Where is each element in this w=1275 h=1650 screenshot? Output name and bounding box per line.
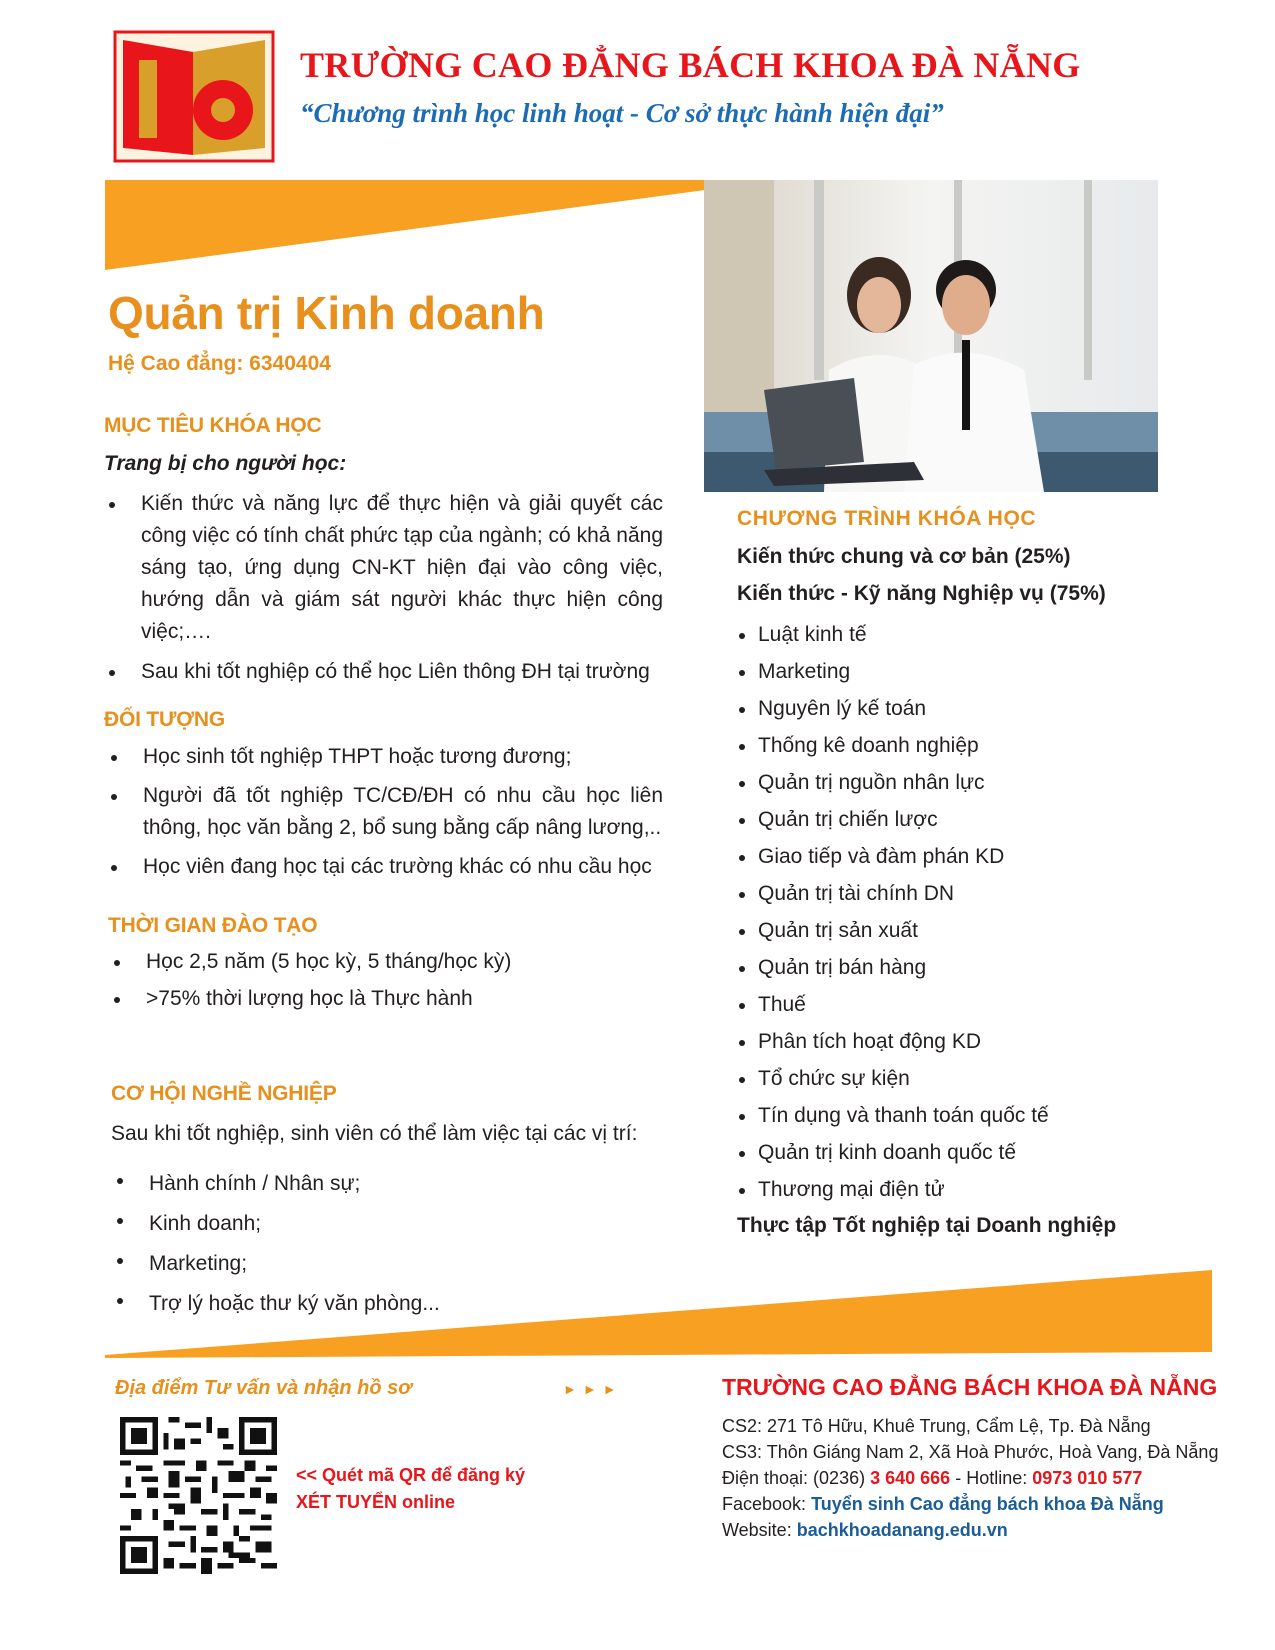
list-item: >75% thời lượng học là Thực hành	[146, 983, 666, 1015]
contact-website	[722, 1520, 1008, 1541]
career-intro: Sau khi tốt nghiệp, sinh viên có thể làm việc tại các vị trí:	[111, 1122, 638, 1145]
students-laptop-photo	[704, 180, 1158, 492]
address-cs2: CS2: 271 Tô Hữu, Khuê Trung, Cẩm Lệ, Tp. Đà Nẵng	[722, 1416, 1151, 1436]
facebook-link[interactable]: Tuyển sinh Cao đẳng bách khoa Đà Nẵng	[811, 1494, 1164, 1514]
list-item: Tổ chức sự kiện	[758, 1060, 1049, 1097]
course-title: Quản trị Kinh doanh	[108, 287, 545, 339]
qr-code-icon[interactable]	[120, 1417, 277, 1574]
list-item: Phân tích hoạt động KD	[758, 1023, 1049, 1060]
program-general: Kiến thức chung và cơ bản (25%)	[737, 545, 1071, 568]
audience-heading: ĐỐI TƯỢNG	[104, 708, 226, 731]
website-link[interactable]: bachkhoadanang.edu.vn	[796, 1520, 1008, 1540]
consult-heading: Địa điểm Tư vấn và nhận hồ sơ	[115, 1377, 412, 1399]
subject-list	[758, 616, 1049, 1208]
list-item: Thống kê doanh nghiệp	[758, 727, 1049, 764]
objectives-heading: MỤC TIÊU KHÓA HỌC	[104, 414, 322, 437]
list-item: Sau khi tốt nghiệp có thể học Liên thông ĐH tại trường	[141, 656, 663, 688]
website-label: Website:	[722, 1520, 792, 1540]
facebook-label: Facebook:	[722, 1494, 807, 1514]
hotline-number[interactable]: 0973 010 577	[1032, 1468, 1143, 1488]
address-cs3: CS3: Thôn Giáng Nam 2, Xã Hoà Phước, Hoà Vang, Đà Nẵng	[722, 1442, 1219, 1462]
list-item: Quản trị chiến lược	[758, 801, 1049, 838]
slogan: “Chương trình học linh hoạt - Cơ sở thực hành hiện đại”	[300, 98, 944, 128]
objectives-subheading: Trang bị cho người học:	[104, 452, 347, 475]
list-item: Tín dụng và thanh toán quốc tế	[758, 1097, 1049, 1134]
list-item: Giao tiếp và đàm phán KD	[758, 838, 1049, 875]
phone-label: Điện thoại: (0236)	[722, 1468, 866, 1488]
school-logo-icon	[113, 30, 275, 163]
list-item: Quản trị bán hàng	[758, 949, 1049, 986]
list-item: Kinh doanh;	[149, 1204, 649, 1244]
list-item: Học sinh tốt nghiệp THPT hoặc tương đương;	[143, 741, 663, 773]
list-item: Marketing	[758, 653, 1049, 690]
course-code: Hệ Cao đẳng: 6340404	[108, 352, 331, 375]
top-decorative-band	[105, 180, 705, 270]
duration-heading: THỜI GIAN ĐÀO TẠO	[108, 914, 318, 937]
list-item: Thương mại điện tử	[758, 1171, 1049, 1208]
arrows-icon: ►►►	[563, 1381, 623, 1397]
list-item: Người đã tốt nghiệp TC/CĐ/ĐH có nhu cầu học liên thông, học văn bằng 2, bổ sung bằng cấp nâng lương,..	[143, 780, 663, 844]
list-item: Hành chính / Nhân sự;	[149, 1164, 649, 1204]
program-heading: CHƯƠNG TRÌNH KHÓA HỌC	[737, 507, 1037, 530]
program-professional: Kiến thức - Kỹ năng Nghiệp vụ (75%)	[737, 582, 1106, 605]
duration-list	[146, 946, 666, 1015]
bottom-decorative-band	[105, 1270, 1212, 1358]
program-internship: Thực tập Tốt nghiệp tại Doanh nghiệp	[737, 1214, 1117, 1237]
list-item: Học viên đang học tại các trường khác có nhu cầu học	[143, 851, 663, 883]
list-item: Trợ lý hoặc thư ký văn phòng...	[149, 1284, 649, 1324]
list-item: Luật kinh tế	[758, 616, 1049, 653]
contact-facebook	[722, 1494, 1164, 1515]
list-item: Marketing;	[149, 1244, 649, 1284]
list-item: Kiến thức và năng lực để thực hiện và giải quyết các công việc có tính chất phức tạp của ngành; có khả năng sáng tạo, ứng dụng CN-KT hiện đại vào công việc, hướng dẫn và giám sát người khác thực hiện công việc;….	[141, 488, 663, 648]
list-item: Quản trị kinh doanh quốc tế	[758, 1134, 1049, 1171]
qr-note: << Quét mã QR để đăng ký XÉT TUYỂN online	[296, 1465, 526, 1512]
contact-phone	[722, 1468, 1142, 1489]
list-item: Quản trị nguồn nhân lực	[758, 764, 1049, 801]
list-item: Nguyên lý kế toán	[758, 690, 1049, 727]
objectives-list	[141, 488, 663, 688]
career-heading: CƠ HỘI NGHỀ NGHIỆP	[111, 1082, 337, 1105]
phone-number[interactable]: 3 640 666	[870, 1468, 951, 1488]
footer-school-name: TRƯỜNG CAO ĐẲNG BÁCH KHOA ĐÀ NẴNG	[722, 1374, 1218, 1400]
list-item: Quản trị sản xuất	[758, 912, 1049, 949]
list-item: Quản trị tài chính DN	[758, 875, 1049, 912]
hotline-label: - Hotline:	[955, 1468, 1028, 1488]
list-item: Thuế	[758, 986, 1049, 1023]
list-item: Học 2,5 năm (5 học kỳ, 5 tháng/học kỳ)	[146, 946, 666, 978]
audience-list	[143, 741, 663, 883]
school-title: TRƯỜNG CAO ĐẲNG BÁCH KHOA ĐÀ NẴNG	[300, 45, 1081, 85]
